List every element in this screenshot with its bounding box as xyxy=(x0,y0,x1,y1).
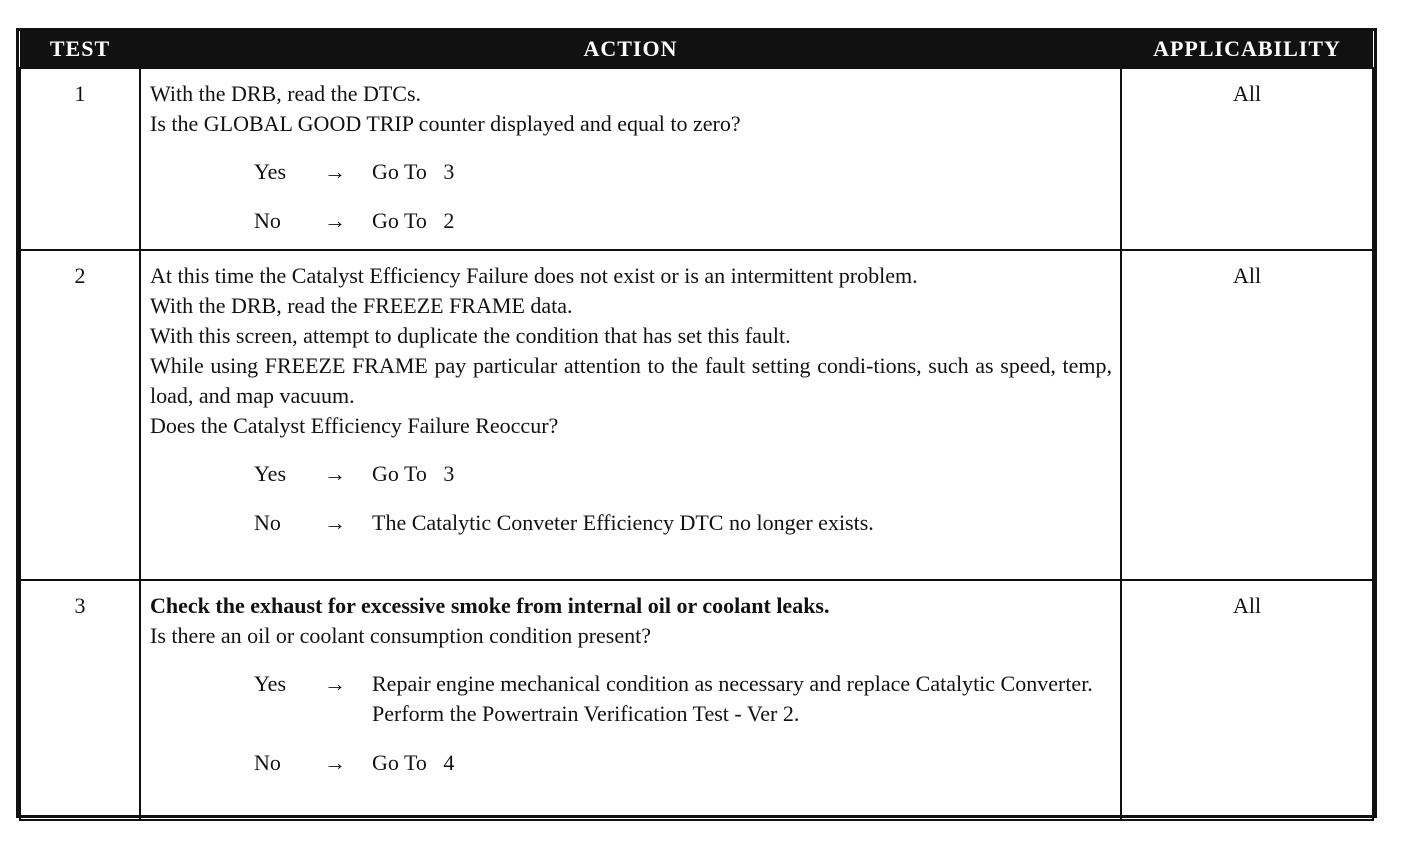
action-line: With the DRB, read the FREEZE FRAME data. xyxy=(150,293,573,318)
result-line: The Catalytic Conveter Efficiency DTC no longer exists. xyxy=(372,510,874,535)
yes-result xyxy=(372,669,1112,729)
no-branch xyxy=(150,508,1112,538)
no-branch xyxy=(150,748,1112,778)
yes-label: Yes xyxy=(254,159,287,184)
action-line: With this screen, attempt to duplicate the condition that has set this fault. xyxy=(150,323,791,348)
result-line: Go To 3 xyxy=(372,159,455,184)
arrow-icon: → xyxy=(324,510,346,535)
arrow-icon: → xyxy=(324,671,346,696)
action-line: Is there an oil or coolant consumption condition present? xyxy=(150,623,651,648)
table-row xyxy=(20,68,1373,250)
no-label: No xyxy=(254,208,281,233)
action-cell xyxy=(140,580,1121,820)
yes-label: Yes xyxy=(254,671,287,696)
branches xyxy=(150,669,1112,778)
result-line: Go To 3 xyxy=(372,461,455,486)
branches xyxy=(150,459,1112,538)
result-line: Go To 2 xyxy=(372,208,455,233)
action-line: While using FREEZE FRAME pay particular attention to the fault setting condi-tions, such as speed, temp, load, and map vacuum. xyxy=(150,353,1112,408)
result-line: Repair engine mechanical condition as necessary and replace Catalytic Converter. xyxy=(372,671,1093,696)
arrow-icon: → xyxy=(324,461,346,486)
action-line: Does the Catalyst Efficiency Failure Reoccur? xyxy=(150,413,559,438)
no-label: No xyxy=(254,750,281,775)
arrow-icon: → xyxy=(324,159,346,184)
action-cell xyxy=(140,68,1121,250)
applicability-value: All xyxy=(1121,68,1373,250)
header-applicability: APPLICABILITY xyxy=(1121,31,1373,68)
test-number: 1 xyxy=(20,68,140,250)
no-result xyxy=(372,508,1112,538)
table-row xyxy=(20,250,1373,580)
table-row xyxy=(20,580,1373,820)
yes-branch xyxy=(150,157,1112,187)
applicability-value: All xyxy=(1121,580,1373,820)
test-number: 2 xyxy=(20,250,140,580)
applicability-value: All xyxy=(1121,250,1373,580)
header-row xyxy=(20,31,1373,68)
branches xyxy=(150,157,1112,236)
action-line: With the DRB, read the DTCs. xyxy=(150,81,422,106)
header-test: TEST xyxy=(20,31,140,68)
no-label: No xyxy=(254,510,281,535)
yes-branch xyxy=(150,669,1112,729)
test-table xyxy=(19,31,1374,821)
action-line-bold: Check the exhaust for excessive smoke from internal oil or coolant leaks. xyxy=(150,593,830,618)
diagnostic-test-table xyxy=(16,28,1377,818)
yes-branch xyxy=(150,459,1112,489)
yes-label: Yes xyxy=(254,461,287,486)
result-line: Go To 4 xyxy=(372,750,455,775)
yes-result xyxy=(372,459,1112,489)
test-number: 3 xyxy=(20,580,140,820)
action-line: At this time the Catalyst Efficiency Failure does not exist or is an intermittent problem. xyxy=(150,263,918,288)
action-cell xyxy=(140,250,1121,580)
result-line: Perform the Powertrain Verification Test - Ver 2. xyxy=(372,701,800,726)
action-line: Is the GLOBAL GOOD TRIP counter displayed and equal to zero? xyxy=(150,111,741,136)
arrow-icon: → xyxy=(324,750,346,775)
no-result xyxy=(372,748,1112,778)
arrow-icon: → xyxy=(324,208,346,233)
yes-result xyxy=(372,157,1112,187)
no-branch xyxy=(150,206,1112,236)
header-action: ACTION xyxy=(140,31,1121,68)
no-result xyxy=(372,206,1112,236)
